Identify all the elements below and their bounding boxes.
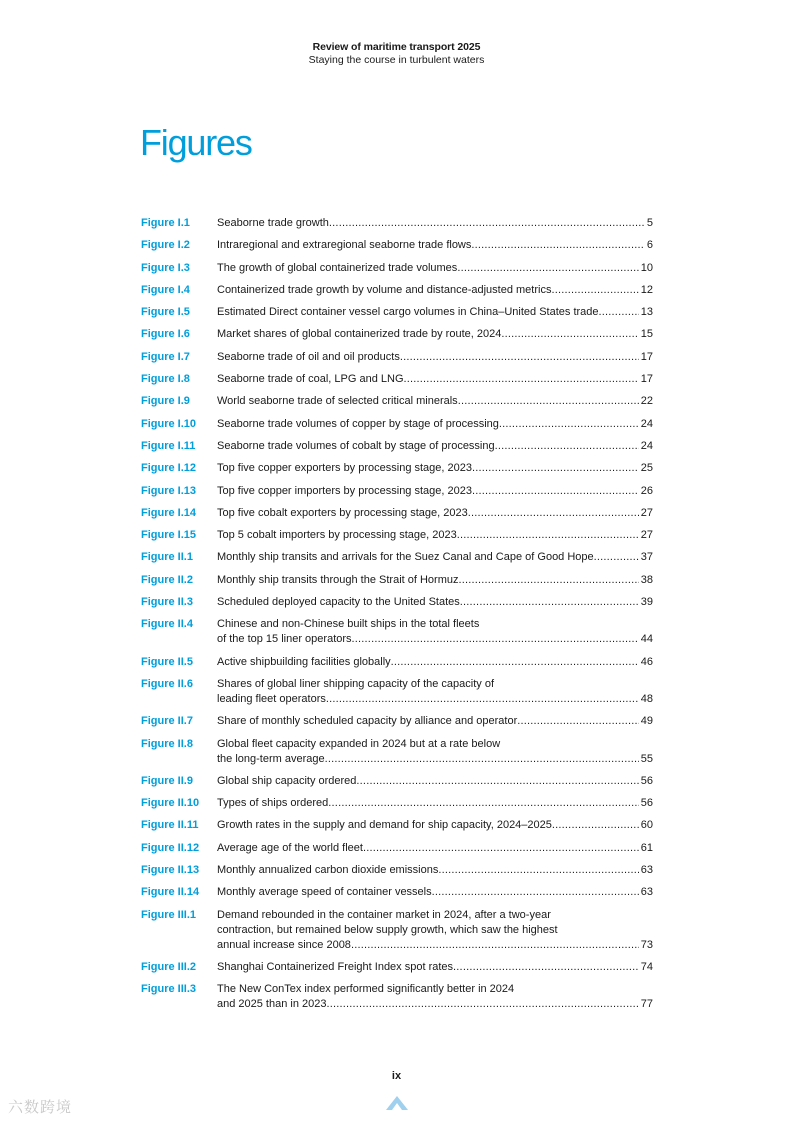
figure-title-line: Estimated Direct container vessel cargo volumes in China–United States trade (217, 306, 599, 319)
toc-entry[interactable] (141, 908, 653, 953)
figure-title-line: Top five cobalt exporters by processing stage, 2023 (217, 506, 468, 519)
figure-page-number[interactable]: 46 (640, 655, 653, 668)
toc-entry[interactable] (141, 506, 653, 521)
figure-title-line: World seaborne trade of selected critical minerals (217, 395, 458, 408)
dot-leader (329, 216, 645, 231)
dot-leader (468, 506, 639, 521)
figure-description (217, 461, 653, 476)
figure-title-line: Top five copper importers by processing stage, 2023 (217, 484, 472, 497)
toc-entry[interactable] (141, 238, 653, 253)
toc-entry[interactable] (141, 960, 653, 975)
figure-page-number[interactable]: 55 (640, 752, 653, 765)
toc-entry[interactable] (141, 350, 653, 365)
figure-label[interactable]: Figure I.1 (141, 217, 190, 229)
dot-leader (351, 938, 639, 953)
figure-page-number[interactable]: 63 (640, 864, 653, 877)
figure-label[interactable]: Figure I.4 (141, 283, 190, 296)
figure-page-number[interactable]: 27 (640, 529, 653, 542)
figure-description (217, 550, 653, 565)
figure-description (217, 216, 653, 231)
figure-page-number[interactable]: 10 (640, 261, 653, 274)
toc-entry[interactable] (141, 982, 653, 1012)
figure-label[interactable]: Figure I.12 (141, 462, 197, 475)
dot-leader (460, 595, 639, 610)
figure-page-number[interactable]: 73 (640, 938, 653, 951)
dot-leader (453, 960, 639, 975)
report-title: Review of maritime transport 2025 (312, 41, 481, 53)
figure-description (217, 573, 653, 588)
figure-label[interactable]: Figure III.2 (141, 960, 197, 973)
figure-title-line: and 2025 than in 2023 (217, 998, 327, 1011)
toc-entry[interactable] (141, 595, 653, 610)
dot-leader (552, 818, 639, 833)
figure-label[interactable]: Figure I.3 (141, 261, 190, 274)
figure-description (217, 714, 653, 729)
report-subtitle: Staying the course in turbulent waters (308, 54, 485, 66)
toc-entry[interactable] (141, 677, 653, 707)
figure-label[interactable]: Figure II.10 (141, 797, 200, 810)
dot-leader (363, 841, 639, 856)
figure-title-line: Seaborne trade of oil and oil products (217, 350, 400, 363)
figure-title-line: Market shares of global containerized trade by route, 2024 (217, 328, 502, 341)
figure-title-line: Seaborne trade growth (217, 217, 329, 229)
dot-leader (432, 885, 639, 900)
toc-entry[interactable] (141, 261, 653, 276)
figure-description (217, 372, 653, 387)
figure-label[interactable]: Figure III.1 (141, 908, 197, 921)
figure-page-number[interactable]: 74 (640, 960, 653, 973)
figure-page-number[interactable]: 49 (640, 715, 653, 728)
figure-page-number[interactable]: 25 (640, 462, 653, 475)
figure-title-line: Types of ships ordered (217, 797, 329, 810)
figure-label[interactable]: Figure II.3 (141, 596, 193, 609)
figure-title-line: Top 5 cobalt importers by processing stage, 2023 (217, 529, 457, 542)
figure-label[interactable]: Figure II.9 (141, 774, 193, 787)
figure-title-line: The New ConTex index performed significantly better in 2024 (217, 983, 515, 996)
figure-page-number[interactable]: 15 (640, 328, 653, 341)
dot-leader (517, 714, 639, 729)
toc-entry[interactable] (141, 216, 653, 231)
dot-leader (551, 283, 638, 298)
figure-page-number[interactable]: 37 (640, 551, 653, 564)
toc-entry[interactable] (141, 417, 653, 432)
figure-title-line: Demand rebounded in the container market in 2024, after a two-year (217, 908, 551, 921)
figure-description (217, 595, 653, 610)
toc-entry[interactable] (141, 372, 653, 387)
figure-title-line: Monthly ship transits through the Strait of Hormuz (217, 573, 459, 586)
dot-leader (495, 439, 639, 454)
figure-title-line: Scheduled deployed capacity to the United States (217, 596, 460, 609)
figure-title-line: Monthly ship transits and arrivals for the Suez Canal and Cape of Good Hope (217, 551, 594, 564)
figure-page-number[interactable]: 48 (640, 692, 653, 705)
figures-list (141, 216, 653, 1020)
page-number: ix (391, 1070, 402, 1082)
figure-title-line: the long-term average (217, 752, 325, 765)
dot-leader (457, 528, 639, 543)
figure-page-number[interactable]: 12 (640, 283, 653, 296)
figure-description (217, 439, 653, 454)
toc-entry[interactable] (141, 528, 653, 543)
figure-page-number[interactable]: 77 (640, 998, 653, 1011)
figure-description (217, 394, 653, 409)
toc-entry[interactable] (141, 550, 653, 565)
figure-label[interactable]: Figure II.5 (141, 655, 193, 668)
figure-title-line: Seaborne trade of coal, LPG and LNG (217, 373, 404, 386)
figure-description (217, 305, 653, 320)
figure-title-line: Top five copper exporters by processing stage, 2023 (217, 462, 472, 475)
figure-title-line: Containerized trade growth by volume and distance-adjusted metrics (217, 283, 552, 296)
figure-label[interactable]: Figure I.9 (141, 395, 190, 408)
dot-leader (328, 796, 638, 811)
figure-label[interactable]: Figure II.8 (141, 737, 193, 750)
dot-leader (594, 550, 639, 565)
figure-label[interactable]: Figure II.6 (141, 677, 193, 690)
figure-description (217, 885, 653, 900)
figure-page-number[interactable]: 6 (646, 239, 653, 252)
figure-title-line: Average age of the world fleet (217, 841, 363, 854)
figure-label[interactable]: Figure I.2 (141, 239, 190, 252)
figure-label[interactable]: Figure I.15 (141, 529, 197, 542)
figure-label[interactable]: Figure I.10 (141, 417, 197, 430)
figure-page-number[interactable]: 56 (640, 797, 653, 810)
dot-leader (404, 372, 639, 387)
figure-description (217, 528, 653, 543)
toc-entry[interactable] (141, 573, 653, 588)
figure-description (217, 617, 653, 647)
figure-description (217, 677, 653, 707)
toc-entry[interactable] (141, 461, 653, 476)
figure-label[interactable]: Figure III.3 (141, 983, 197, 996)
dot-leader (325, 752, 639, 767)
figure-title-line: Share of monthly scheduled capacity by alliance and operator (217, 715, 518, 728)
figure-description (217, 982, 653, 1012)
toc-entry[interactable] (141, 714, 653, 729)
figure-title-line: Active shipbuilding facilities globally (217, 655, 391, 668)
figure-description (217, 774, 653, 789)
figure-label[interactable]: Figure II.7 (141, 715, 193, 728)
figure-description (217, 350, 653, 365)
figure-description (217, 283, 653, 298)
dot-leader (471, 238, 644, 253)
dot-leader (472, 461, 639, 476)
figure-page-number[interactable]: 22 (640, 395, 653, 408)
dot-leader (501, 327, 638, 342)
figure-description (217, 737, 653, 767)
toc-entry[interactable] (141, 796, 653, 811)
toc-entry[interactable] (141, 863, 653, 878)
figure-page-number[interactable]: 5 (646, 217, 653, 229)
figure-page-number[interactable]: 13 (640, 306, 653, 319)
figure-page-number[interactable]: 24 (640, 439, 653, 452)
figure-label[interactable]: Figure II.4 (141, 618, 193, 631)
figure-title-line: contraction, but remained below supply growth, which saw the highest (217, 923, 558, 936)
figure-label[interactable]: Figure I.7 (141, 350, 190, 363)
page-title: Figures (140, 122, 252, 163)
figure-label[interactable]: Figure I.8 (141, 373, 190, 386)
figure-label[interactable]: Figure II.1 (141, 551, 193, 564)
figure-description (217, 261, 653, 276)
figure-page-number[interactable]: 38 (640, 573, 653, 586)
figure-title-line: The growth of global containerized trade volumes (217, 261, 458, 274)
toc-entry[interactable] (141, 818, 653, 833)
figure-page-number[interactable]: 61 (640, 841, 653, 854)
figure-title-line: of the top 15 liner operators (217, 633, 352, 646)
dot-leader (459, 573, 639, 588)
toc-entry[interactable] (141, 439, 653, 454)
figure-description (217, 484, 653, 499)
watermark: 六数跨境 (8, 1098, 73, 1116)
figure-title-line: Shanghai Containerized Freight Index spot rates (217, 960, 454, 973)
figure-title-line: Monthly annualized carbon dioxide emissions (217, 864, 439, 877)
toc-entry[interactable] (141, 885, 653, 900)
dot-leader (352, 632, 639, 647)
dot-leader (400, 350, 639, 365)
figure-description (217, 818, 653, 833)
figure-label[interactable]: Figure I.5 (141, 306, 190, 319)
toc-entry[interactable] (141, 327, 653, 342)
figure-page-number[interactable]: 44 (640, 633, 653, 646)
figure-label[interactable]: Figure I.13 (141, 484, 197, 497)
figure-title-line: annual increase since 2008 (217, 938, 351, 951)
figure-description (217, 327, 653, 342)
dot-leader (326, 692, 639, 707)
figure-label[interactable]: Figure I.6 (141, 328, 190, 341)
dot-leader (457, 261, 638, 276)
figure-label[interactable]: Figure II.11 (141, 819, 199, 832)
figure-title-line: Growth rates in the supply and demand for ship capacity, 2024–2025 (217, 819, 552, 832)
figure-label[interactable]: Figure I.14 (141, 506, 197, 519)
dot-leader (599, 305, 639, 320)
dot-leader (472, 484, 639, 499)
figure-label[interactable]: Figure II.13 (141, 864, 200, 877)
figure-description (217, 908, 653, 953)
toc-entry[interactable] (141, 737, 653, 767)
figure-label[interactable]: Figure I.11 (141, 439, 196, 452)
figure-page-number[interactable]: 60 (640, 819, 653, 832)
figure-page-number[interactable]: 17 (640, 373, 653, 386)
figure-description (217, 863, 653, 878)
figure-description (217, 506, 653, 521)
toc-entry[interactable] (141, 774, 653, 789)
dot-leader (356, 774, 638, 789)
figure-description (217, 238, 653, 253)
toc-entry[interactable] (141, 394, 653, 409)
figure-title-line: Intraregional and extraregional seaborne trade flows (217, 239, 472, 252)
figure-title-line: leading fleet operators (217, 692, 326, 705)
figure-description (217, 417, 653, 432)
figure-page-number[interactable]: 27 (640, 506, 653, 519)
figure-description (217, 960, 653, 975)
figure-description (217, 796, 653, 811)
figure-title-line: Global fleet capacity expanded in 2024 but at a rate below (217, 737, 501, 750)
figure-page-number[interactable]: 24 (640, 417, 653, 430)
figure-label[interactable]: Figure II.12 (141, 841, 200, 854)
toc-entry[interactable] (141, 484, 653, 499)
running-header (0, 41, 793, 67)
figure-page-number[interactable]: 26 (640, 484, 653, 497)
toc-entry[interactable] (141, 283, 653, 298)
dot-leader (391, 655, 639, 670)
figure-page-number[interactable]: 39 (640, 596, 653, 609)
figure-page-number[interactable]: 63 (640, 886, 653, 899)
figure-label[interactable]: Figure II.14 (141, 886, 200, 899)
figure-title-line: Seaborne trade volumes of cobalt by stage of processing (217, 439, 495, 452)
figure-label[interactable]: Figure II.2 (141, 573, 193, 586)
figure-page-number[interactable]: 17 (640, 350, 653, 363)
figure-title-line: Monthly average speed of container vessels (217, 886, 432, 899)
figure-page-number[interactable]: 56 (640, 774, 653, 787)
dot-leader (327, 997, 639, 1012)
toc-entry[interactable] (141, 617, 653, 647)
figure-title-line: Shares of global liner shipping capacity of the capacity of (217, 677, 494, 690)
figure-title-line: Chinese and non-Chinese built ships in the total fleets (217, 618, 480, 631)
chevron-up-icon[interactable] (383, 1090, 411, 1114)
toc-entry[interactable] (141, 841, 653, 856)
figure-description (217, 655, 653, 670)
toc-entry[interactable] (141, 305, 653, 320)
dot-leader (458, 394, 639, 409)
dot-leader (499, 417, 639, 432)
dot-leader (438, 863, 638, 878)
figure-description (217, 841, 653, 856)
figure-title-line: Global ship capacity ordered (217, 774, 357, 787)
figure-title-line: Seaborne trade volumes of copper by stage of processing (217, 417, 499, 430)
toc-entry[interactable] (141, 655, 653, 670)
